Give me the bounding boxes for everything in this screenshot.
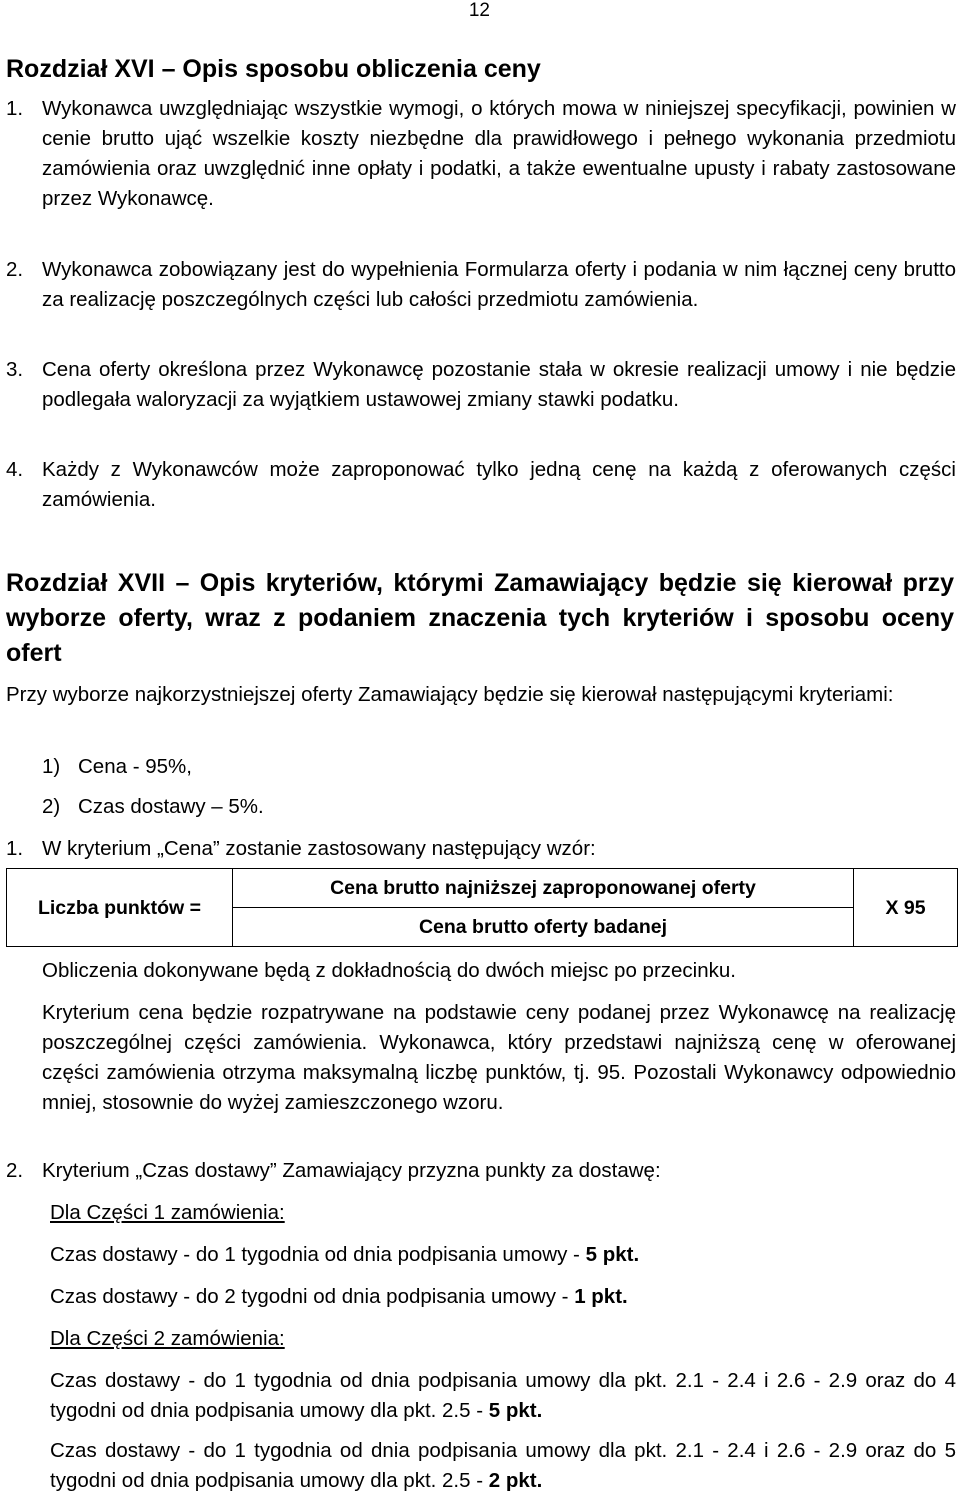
price-formula xyxy=(6,868,958,947)
criterion-2 xyxy=(42,792,742,822)
item-text: Wykonawca zobowiązany jest do wypełnienia Formularza oferty i podania w nim łącznej ceny brutto za realizację poszczególnych części lub całości przedmiotu zamówienia. xyxy=(42,258,956,311)
item-text: Każdy z Wykonawców może zaproponować tylko jedną cenę na każdą z oferowanych części zamówienia. xyxy=(42,458,956,511)
part-2-label: Dla Części 2 zamówienia: xyxy=(50,1327,285,1350)
section-heading-text: W kryterium „Cena” zostanie zastosowany następujący wzór: xyxy=(42,837,596,860)
delivery-points: 2 pkt. xyxy=(488,1469,543,1492)
formula-label: Liczba punktów = xyxy=(7,869,233,947)
criterion-1 xyxy=(42,752,742,782)
part-1-line-1 xyxy=(50,1240,950,1270)
section-number: 1. xyxy=(6,837,24,860)
item-text: Wykonawca uwzględniając wszystkie wymogi, o których mowa w niniejszej specyfikacji, powinien w cenie brutto ująć wszelkie koszty niezbędne dla prawidłowego i pełnego wykonania przedmiotu zamówienia oraz uwzględnić inne opłaty i podatki, a także ewentualne upusty i rabaty zastosowane przez Wykonawcę. xyxy=(42,97,956,210)
criterion-number: 2) xyxy=(42,795,61,818)
section-1-heading xyxy=(6,834,956,864)
delivery-text: Czas dostawy - do 1 tygodnia od dnia podpisania umowy - xyxy=(50,1243,586,1266)
part-2-line-2 xyxy=(50,1436,956,1496)
criterion-text: Czas dostawy – 5%. xyxy=(78,795,264,818)
chapter-17-title: Rozdział XVII – Opis kryteriów, którymi Zamawiający będzie się kierował przy wyborze oferty, wraz z podaniem znaczenia tych kryteriów i sposobu oceny ofert xyxy=(6,569,954,667)
ch16-item-2 xyxy=(6,255,956,315)
rounding-note: Obliczenia dokonywane będą z dokładnością do dwóch miejsc po przecinku. xyxy=(42,959,736,982)
item-number: 3. xyxy=(6,358,24,381)
section-heading-text: Kryterium „Czas dostawy” Zamawiający przyzna punkty za dostawę: xyxy=(42,1159,661,1182)
delivery-points: 1 pkt. xyxy=(574,1285,628,1308)
delivery-text: Czas dostawy - do 2 tygodni od dnia podpisania umowy - xyxy=(50,1285,575,1308)
formula-multiplier: X 95 xyxy=(854,869,958,947)
part-1-label: Dla Części 1 zamówienia: xyxy=(50,1201,285,1224)
item-number: 4. xyxy=(6,458,24,481)
delivery-text: Czas dostawy - do 1 tygodnia od dnia podpisania umowy dla pkt. 2.1 - 2.4 i 2.6 - 2.9 oraz do 4 tygodni od dnia podpisania umowy dla pkt. 2.5 - xyxy=(50,1369,956,1422)
part-2-line-1 xyxy=(50,1366,956,1426)
criterion-text: Cena - 95%, xyxy=(78,755,192,778)
chapter-16-title: Rozdział XVI – Opis sposobu obliczenia ceny xyxy=(6,55,541,83)
formula-denominator: Cena brutto oferty badanej xyxy=(418,916,668,938)
ch17-intro: Przy wyborze najkorzystniejszej oferty Zamawiający będzie się kierował następującymi kryteriami: xyxy=(6,683,894,706)
ch16-item-3 xyxy=(6,355,956,415)
part-1-line-2 xyxy=(50,1282,950,1312)
criterion-number: 1) xyxy=(42,755,61,778)
section-number: 2. xyxy=(6,1159,24,1182)
formula-fraction xyxy=(233,869,854,947)
delivery-points: 5 pkt. xyxy=(585,1243,640,1266)
section-2-heading xyxy=(6,1156,956,1186)
price-criterion-paragraph: Kryterium cena będzie rozpatrywane na podstawie ceny podanej przez Wykonawcę na realizację poszczególnej części zamówienia. Wykonawca, który przedstawi najniższą cenę w oferowanej części zamówienia otrzyma maksymalną liczbę punktów, tj. 95. Pozostali Wykonawcy odpowiednio mniej, stosownie do wyżej zamieszczonego wzoru. xyxy=(42,1001,956,1114)
formula-numerator: Cena brutto najniższej zaproponowanej oferty xyxy=(233,869,853,908)
delivery-points: 5 pkt. xyxy=(488,1399,543,1422)
ch16-item-4 xyxy=(6,455,956,515)
item-number: 2. xyxy=(6,258,24,281)
page-number: 12 xyxy=(468,0,490,21)
ch16-item-1 xyxy=(6,94,956,214)
delivery-text: Czas dostawy - do 1 tygodnia od dnia podpisania umowy dla pkt. 2.1 - 2.4 i 2.6 - 2.9 oraz do 5 tygodni od dnia podpisania umowy dla pkt. 2.5 - xyxy=(50,1439,956,1492)
item-text: Cena oferty określona przez Wykonawcę pozostanie stała w okresie realizacji umowy i nie będzie podlegała waloryzacji za wyjątkiem ustawowej zmiany stawki podatku. xyxy=(42,358,956,411)
item-number: 1. xyxy=(6,97,24,120)
